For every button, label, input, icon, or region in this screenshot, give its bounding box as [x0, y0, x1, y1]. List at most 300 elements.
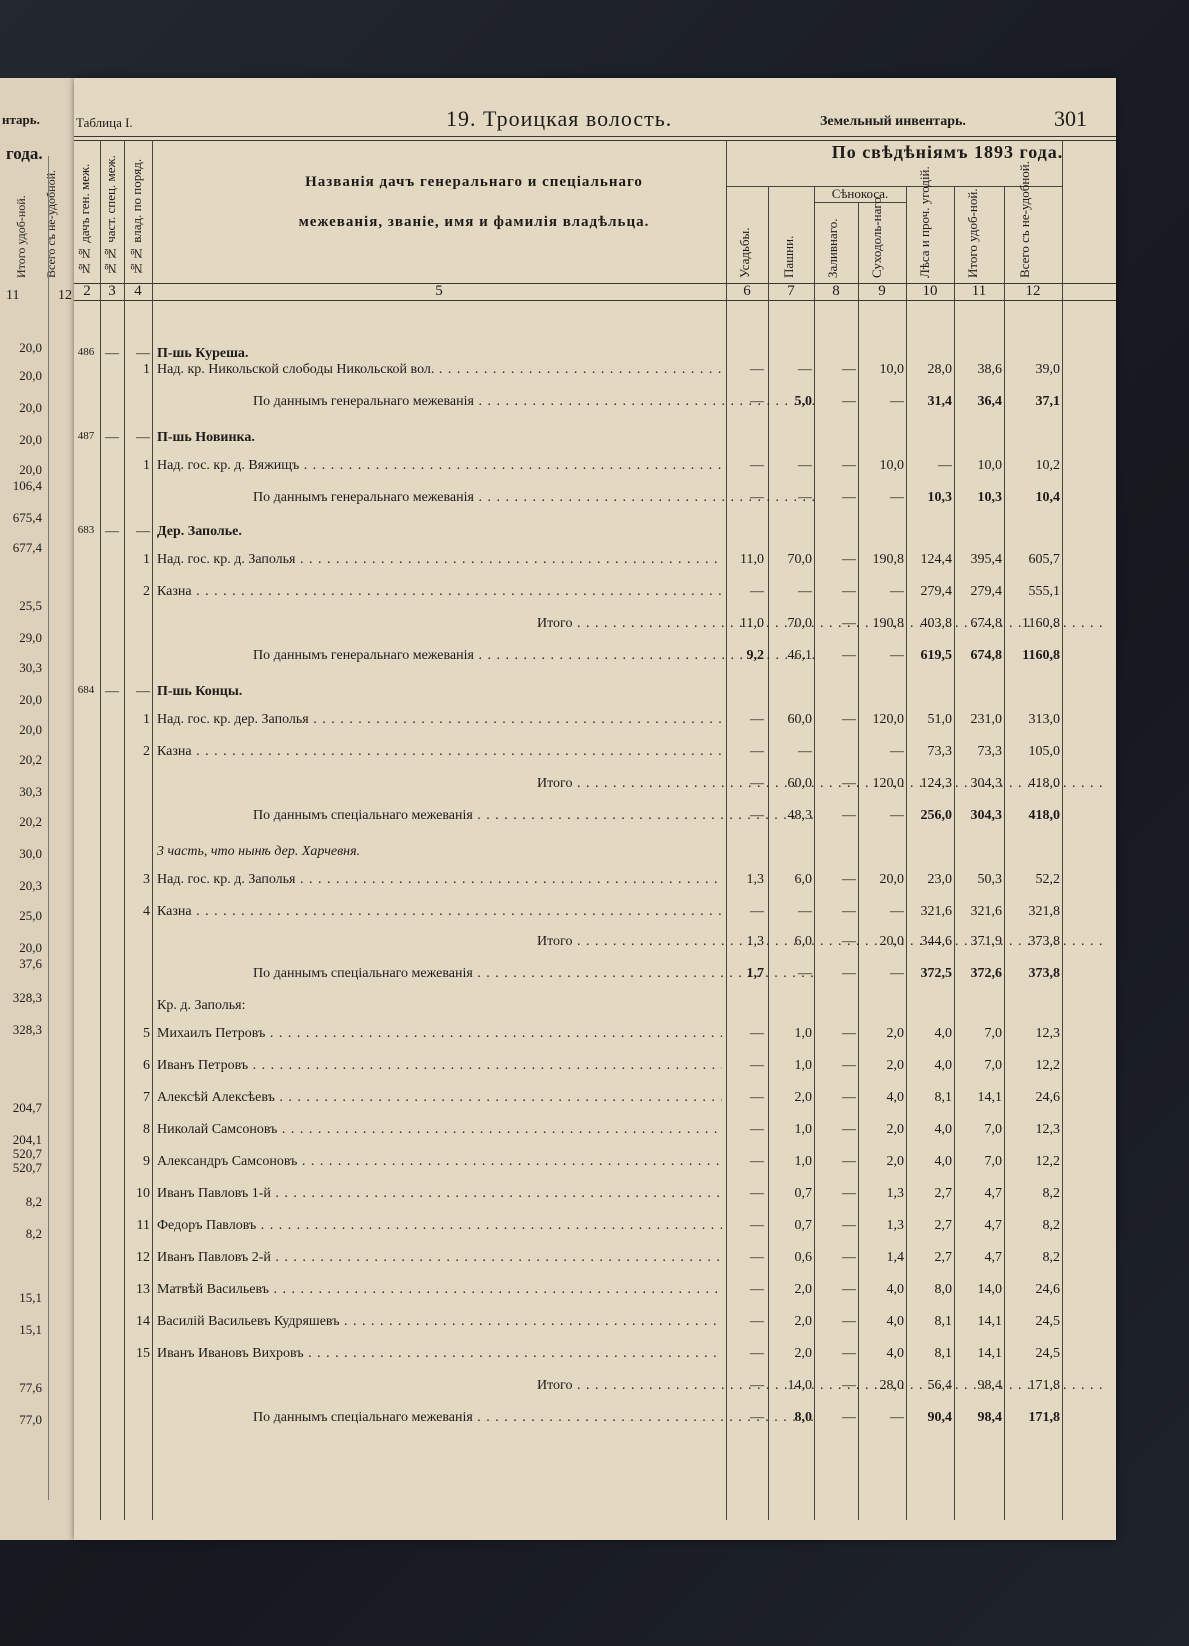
value-cell-col9: — — [890, 394, 904, 409]
c3-cell: — — [105, 346, 119, 361]
row-label-text: Александръ Самсоновъ . . . — [157, 1154, 722, 1169]
c4-cell: 1 — [143, 458, 150, 473]
value-cell-col6: — — [750, 904, 764, 919]
table-row — [74, 552, 1116, 574]
value-cell-col8: — — [842, 904, 856, 919]
value-cell-col11: 50,3 — [977, 872, 1002, 887]
row-label-text: 3 часть, что нынѣ дер. Харчевня. — [157, 844, 361, 859]
value-cell-col8: — — [842, 712, 856, 727]
row-label-text: Итого . . . — [537, 616, 1102, 631]
row-label-text: По даннымъ спеціальнаго межеванія . . . — [253, 1410, 818, 1425]
value-cell-col8: — — [842, 648, 856, 663]
page — [74, 78, 1116, 1540]
value-cell-col12: 24,5 — [1035, 1314, 1060, 1329]
row-label — [157, 346, 722, 362]
c3-cell: — — [105, 524, 119, 539]
row-label-text: Итого . . . — [537, 776, 1102, 791]
value-cell-col6: — — [750, 458, 764, 473]
value-cell-col12: 373,8 — [1028, 934, 1060, 949]
value-cell-col8: — — [842, 552, 856, 567]
col9-header: Суходоль-наго. — [869, 193, 884, 278]
value-cell-col11: 304,3 — [970, 776, 1002, 791]
value-cell-col10: 2,7 — [934, 1218, 952, 1233]
value-cell-col7: 60,0 — [787, 776, 812, 791]
row-label — [157, 584, 722, 600]
table-row — [74, 430, 1116, 452]
row-label-text: Казна . . . — [157, 904, 722, 919]
previous-page-value: 20,2 — [19, 752, 42, 767]
row-label-text: Иванъ Павловъ 1-й . . . — [157, 1186, 722, 1201]
value-cell-col11: 279,4 — [970, 584, 1002, 599]
value-cell-col12: 418,0 — [1028, 776, 1060, 791]
value-cell-col9: 190,8 — [872, 616, 904, 631]
value-cell-col8: — — [842, 934, 856, 949]
value-cell-col8: — — [842, 394, 856, 409]
table-row — [74, 934, 1116, 956]
row-label — [157, 1026, 722, 1042]
value-cell-col12: 1160,8 — [1022, 648, 1060, 663]
c4-cell: 11 — [136, 1218, 150, 1233]
value-cell-col8: — — [842, 616, 856, 631]
value-cell-col10: 619,5 — [920, 648, 952, 663]
c3-cell: — — [105, 684, 119, 699]
value-cell-col11: 38,6 — [977, 362, 1002, 377]
value-cell-col9: 28,0 — [879, 1378, 904, 1393]
row-label — [157, 844, 722, 860]
value-cell-col9: 4,0 — [886, 1346, 904, 1361]
c4-cell: — — [136, 524, 150, 539]
col-number: 12 — [1025, 283, 1041, 299]
previous-page-value: 29,0 — [19, 630, 42, 645]
table-row — [74, 1026, 1116, 1048]
value-cell-col6: — — [750, 1218, 764, 1233]
value-cell-col8: — — [842, 1186, 856, 1201]
row-label — [157, 1058, 722, 1074]
value-cell-col7: 1,0 — [794, 1058, 812, 1073]
value-cell-col8: — — [842, 1314, 856, 1329]
value-cell-col7: 2,0 — [794, 1346, 812, 1361]
row-label — [157, 1410, 818, 1426]
value-cell-col7: — — [798, 904, 812, 919]
c4-cell: 10 — [136, 1186, 150, 1201]
value-cell-col11: 98,4 — [977, 1410, 1002, 1425]
value-cell-col10: 56,4 — [927, 1378, 952, 1393]
table-row — [74, 1250, 1116, 1272]
value-cell-col9: — — [890, 966, 904, 981]
row-label-text: Итого . . . — [537, 934, 1102, 949]
value-cell-col9: 10,0 — [879, 458, 904, 473]
value-cell-col9: — — [890, 648, 904, 663]
value-cell-col12: 313,0 — [1028, 712, 1060, 727]
table-row — [74, 490, 1116, 512]
value-cell-col9: 2,0 — [886, 1058, 904, 1073]
col12-header: Всего съ не-удобной. — [1017, 161, 1032, 278]
value-cell-col10: 124,4 — [920, 552, 952, 567]
value-cell-col7: 14,0 — [787, 1378, 812, 1393]
value-cell-col11: 14,0 — [977, 1282, 1002, 1297]
previous-page-header: нтарь. — [2, 112, 40, 127]
col3-header: №№ част. спец. меж. — [103, 155, 118, 276]
value-cell-col8: — — [842, 490, 856, 505]
row-label-text: Над. кр. Никольской слободы Никольской вол. . . . — [157, 362, 722, 377]
value-cell-col7: 2,0 — [794, 1314, 812, 1329]
value-cell-col12: 321,8 — [1028, 904, 1060, 919]
table-row — [74, 1314, 1116, 1336]
row-label-text: Михаилъ Петровъ . . . — [157, 1026, 722, 1041]
previous-page-value: 20,0 — [19, 432, 42, 447]
col-number: 10 — [922, 283, 938, 299]
previous-page-value: 30,3 — [19, 784, 42, 799]
previous-col-header-12: Всего съ не-удобной. — [44, 170, 58, 278]
value-cell-col7: 70,0 — [787, 616, 812, 631]
previous-page-value: 25,5 — [19, 598, 42, 613]
c4-cell: — — [136, 430, 150, 445]
row-label-text: По даннымъ генеральнаго межеванія . . . — [253, 394, 818, 409]
value-cell-col9: — — [890, 808, 904, 823]
value-cell-col11: 321,6 — [970, 904, 1002, 919]
value-cell-col10: 4,0 — [934, 1026, 952, 1041]
c4-cell: 13 — [136, 1282, 150, 1297]
row-label-text: Матвѣй Васильевъ . . . — [157, 1282, 722, 1297]
table-row — [74, 808, 1116, 830]
previous-page-value: 328,3 — [12, 1022, 42, 1037]
table-row — [74, 524, 1116, 546]
table-row — [74, 904, 1116, 926]
value-cell-col12: 8,2 — [1042, 1186, 1060, 1201]
row-label-text: Над. гос. кр. д. Вяжищъ . . . — [157, 458, 722, 473]
value-cell-col9: 1,4 — [886, 1250, 904, 1265]
value-cell-col7: 1,0 — [794, 1026, 812, 1041]
value-cell-col8: — — [842, 776, 856, 791]
previous-page-value: 20,0 — [19, 722, 42, 737]
value-cell-col10: 31,4 — [927, 394, 952, 409]
value-cell-col9: 2,0 — [886, 1026, 904, 1041]
previous-page-value: 25,0 — [19, 908, 42, 923]
value-cell-col7: 0,7 — [794, 1218, 812, 1233]
previous-page-value: 20,0 — [19, 340, 42, 355]
c4-cell: — — [136, 346, 150, 361]
value-cell-col11: 395,4 — [970, 552, 1002, 567]
value-cell-col10: 124,3 — [920, 776, 952, 791]
row-label-text: Николай Самсоновъ . . . — [157, 1122, 722, 1137]
value-cell-col11: 7,0 — [984, 1154, 1002, 1169]
value-cell-col7: 2,0 — [794, 1282, 812, 1297]
table-row — [74, 458, 1116, 480]
table-row — [74, 1218, 1116, 1240]
top-rule — [74, 136, 1116, 137]
value-cell-col10: 8,1 — [934, 1090, 952, 1105]
value-cell-col10: 321,6 — [920, 904, 952, 919]
col-number: 3 — [108, 283, 116, 299]
previous-page-value: 675,4 — [12, 510, 42, 525]
row-label-text: Над. гос. кр. дер. Заполья . . . — [157, 712, 722, 727]
value-cell-col9: 4,0 — [886, 1314, 904, 1329]
previous-page-value: 20,0 — [19, 940, 42, 955]
value-cell-col6: — — [750, 1186, 764, 1201]
table-row — [74, 362, 1116, 384]
table-row — [74, 1378, 1116, 1400]
row-label — [157, 904, 722, 920]
row-label-text: По даннымъ генеральнаго межеванія . . . — [253, 648, 818, 663]
table-row — [74, 966, 1116, 988]
value-cell-col9: 4,0 — [886, 1282, 904, 1297]
value-cell-col12: 39,0 — [1035, 362, 1060, 377]
value-cell-col6: — — [750, 394, 764, 409]
col-number: 5 — [435, 283, 443, 299]
value-cell-col11: 4,7 — [984, 1218, 1002, 1233]
value-cell-col9: 1,3 — [886, 1218, 904, 1233]
table-title-line2: межеванія, званіе, имя и фамилія владѣльца. — [298, 214, 650, 230]
value-cell-col8: — — [842, 1026, 856, 1041]
value-cell-col6: — — [750, 808, 764, 823]
table-title-line1: Названія дачъ генеральнаго и спеціальнаго — [305, 174, 643, 190]
value-cell-col12: 605,7 — [1028, 552, 1060, 567]
c4-cell: 15 — [136, 1346, 150, 1361]
c4-cell: 8 — [143, 1122, 150, 1137]
value-cell-col11: 36,4 — [977, 394, 1002, 409]
value-cell-col8: — — [842, 1058, 856, 1073]
value-cell-col12: 52,2 — [1035, 872, 1060, 887]
value-cell-col11: 674,8 — [970, 616, 1002, 631]
previous-page-value: 15,1 — [19, 1322, 42, 1337]
value-cell-col7: — — [798, 362, 812, 377]
value-cell-col10: 4,0 — [934, 1122, 952, 1137]
c2-cell: 684 — [77, 684, 95, 696]
value-cell-col9: — — [890, 490, 904, 505]
value-cell-col8: — — [842, 458, 856, 473]
value-cell-col10: 4,0 — [934, 1058, 952, 1073]
value-cell-col6: — — [750, 712, 764, 727]
value-cell-col6: — — [750, 1378, 764, 1393]
row-label-text: Иванъ Петровъ . . . — [157, 1058, 722, 1073]
value-cell-col12: 12,2 — [1035, 1058, 1060, 1073]
previous-col-number: 12 — [58, 288, 72, 303]
subgroup-rule — [814, 202, 906, 203]
hay-group-header: Сѣнокоса. — [831, 186, 889, 201]
group-header-1893: По свѣдѣніямъ 1893 года. — [831, 142, 1064, 162]
value-cell-col9: 1,3 — [886, 1186, 904, 1201]
row-label — [157, 966, 818, 982]
value-cell-col11: 7,0 — [984, 1058, 1002, 1073]
c4-cell: 12 — [136, 1250, 150, 1265]
table-row — [74, 1058, 1116, 1080]
table-row — [74, 844, 1116, 866]
value-cell-col6: — — [750, 744, 764, 759]
value-cell-col12: 8,2 — [1042, 1218, 1060, 1233]
row-label — [157, 998, 722, 1014]
row-label-text: Федоръ Павловъ . . . — [157, 1218, 722, 1233]
value-cell-col6: — — [750, 1154, 764, 1169]
value-cell-col6: 11,0 — [740, 616, 764, 631]
col-number: 11 — [971, 283, 987, 299]
previous-page-value: 8,2 — [25, 1194, 42, 1209]
value-cell-col9: 190,8 — [872, 552, 904, 567]
value-cell-col7: 0,7 — [794, 1186, 812, 1201]
value-cell-col7: 48,3 — [787, 808, 812, 823]
table-row — [74, 998, 1116, 1020]
value-cell-col6: — — [750, 1314, 764, 1329]
row-label-text: П-шь Концы. — [157, 684, 243, 699]
c2-cell: 486 — [77, 346, 95, 358]
value-cell-col6: — — [750, 584, 764, 599]
value-cell-col10: 8,1 — [934, 1346, 952, 1361]
value-cell-col12: 12,2 — [1035, 1154, 1060, 1169]
c4-cell: 6 — [143, 1058, 150, 1073]
value-cell-col6: — — [750, 362, 764, 377]
value-cell-col12: 37,1 — [1035, 394, 1060, 409]
previous-page-value: 20,0 — [19, 368, 42, 383]
value-cell-col7: 2,0 — [794, 1090, 812, 1105]
row-label — [157, 430, 722, 446]
value-cell-col6: 11,0 — [740, 552, 764, 567]
value-cell-col10: 51,0 — [927, 712, 952, 727]
value-cell-col8: — — [842, 362, 856, 377]
col-number: 2 — [83, 283, 91, 299]
previous-page-value: 20,2 — [19, 814, 42, 829]
value-cell-col11: 674,8 — [970, 648, 1002, 663]
previous-col-header-11: Итого удоб-ной. — [14, 195, 28, 278]
value-cell-col11: 4,7 — [984, 1250, 1002, 1265]
previous-page-value: 77,0 — [19, 1412, 42, 1427]
value-cell-col11: 371,9 — [970, 934, 1002, 949]
row-label-text: Итого . . . — [537, 1378, 1102, 1393]
value-cell-col10: 256,0 — [920, 808, 952, 823]
c2-cell: 487 — [77, 430, 95, 442]
value-cell-col11: 14,1 — [977, 1346, 1002, 1361]
previous-col-number: 11 — [6, 288, 20, 303]
c4-cell: 2 — [143, 584, 150, 599]
row-label — [157, 552, 722, 568]
col2-header: №№ дачъ ген. меж. — [77, 163, 92, 276]
previous-page-value: 30,3 — [19, 660, 42, 675]
value-cell-col10: 344,6 — [920, 934, 952, 949]
value-cell-col7: 46,1 — [787, 648, 812, 663]
row-label-text: Над. гос. кр. д. Заполья . . . — [157, 872, 722, 887]
previous-page-value: 20,0 — [19, 400, 42, 415]
previous-page-value: 520,7 — [12, 1160, 42, 1175]
value-cell-col6: 9,2 — [746, 648, 764, 663]
value-cell-col12: 24,5 — [1035, 1346, 1060, 1361]
value-cell-col7: — — [798, 584, 812, 599]
c4-cell: 1 — [143, 362, 150, 377]
value-cell-col12: 10,4 — [1035, 490, 1060, 505]
col-number: 6 — [743, 283, 751, 299]
value-cell-col8: — — [842, 966, 856, 981]
top-rule — [74, 140, 1116, 141]
c4-cell: 1 — [143, 712, 150, 727]
value-cell-col9: 2,0 — [886, 1122, 904, 1137]
c3-cell: — — [105, 430, 119, 445]
value-cell-col11: 372,6 — [970, 966, 1002, 981]
table-row — [74, 1090, 1116, 1112]
c4-cell: 1 — [143, 552, 150, 567]
previous-page-value: 677,4 — [12, 540, 42, 555]
row-label — [157, 1346, 722, 1362]
row-label-text: П-шь Куреша. — [157, 346, 249, 361]
row-label-text: П-шь Новинка. — [157, 430, 255, 445]
col-number: 9 — [878, 283, 886, 299]
value-cell-col6: — — [750, 1250, 764, 1265]
value-cell-col10: 8,0 — [934, 1282, 952, 1297]
value-cell-col6: — — [750, 1122, 764, 1137]
previous-page-value: 20,3 — [19, 878, 42, 893]
row-label — [157, 458, 722, 474]
previous-page-value: 30,0 — [19, 846, 42, 861]
value-cell-col12: 105,0 — [1028, 744, 1060, 759]
table-label: Таблица I. — [76, 115, 133, 130]
value-cell-col11: 4,7 — [984, 1186, 1002, 1201]
value-cell-col9: 120,0 — [872, 776, 904, 791]
row-label-text: Иванъ Павловъ 2-й . . . — [157, 1250, 722, 1265]
previous-page-fragment — [0, 78, 82, 1540]
value-cell-col12: 171,8 — [1028, 1410, 1060, 1425]
value-cell-col9: — — [890, 584, 904, 599]
value-cell-col7: — — [798, 966, 812, 981]
c4-cell: 14 — [136, 1314, 150, 1329]
previous-page-value: 37,6 — [19, 956, 42, 971]
value-cell-col10: 279,4 — [920, 584, 952, 599]
row-label — [157, 1282, 722, 1298]
c4-cell: 3 — [143, 872, 150, 887]
value-cell-col9: — — [890, 904, 904, 919]
value-cell-col6: 1,3 — [746, 872, 764, 887]
value-cell-col8: — — [842, 1218, 856, 1233]
previous-page-value: 204,1 — [12, 1132, 42, 1147]
previous-page-value: 15,1 — [19, 1290, 42, 1305]
value-cell-col12: 12,3 — [1035, 1026, 1060, 1041]
value-cell-col10: 2,7 — [934, 1186, 952, 1201]
value-cell-col10: 90,4 — [927, 1410, 952, 1425]
value-cell-col11: 14,1 — [977, 1314, 1002, 1329]
value-cell-col8: — — [842, 872, 856, 887]
value-cell-col10: 4,0 — [934, 1154, 952, 1169]
value-cell-col8: — — [842, 1282, 856, 1297]
c4-cell: — — [136, 684, 150, 699]
value-cell-col7: 1,0 — [794, 1122, 812, 1137]
col10-header: Лѣса и проч. угодій. — [917, 166, 932, 278]
value-cell-col6: — — [750, 1058, 764, 1073]
table-row — [74, 1282, 1116, 1304]
row-label-text: Василій Васильевъ Кудряшевъ . . . — [157, 1314, 722, 1329]
row-label — [157, 808, 818, 824]
table-row — [74, 744, 1116, 766]
previous-page-value: 106,4 — [12, 478, 42, 493]
c2-cell: 683 — [77, 524, 95, 536]
value-cell-col11: 231,0 — [970, 712, 1002, 727]
value-cell-col6: 1,3 — [746, 934, 764, 949]
value-cell-col8: — — [842, 1410, 856, 1425]
col7-header: Пашни. — [781, 235, 796, 278]
row-label — [157, 524, 722, 540]
value-cell-col10: 372,5 — [920, 966, 952, 981]
value-cell-col9: — — [890, 1410, 904, 1425]
colnum-rule — [74, 300, 1116, 301]
row-label-text: Над. гос. кр. д. Заполья . . . — [157, 552, 722, 567]
table-row — [74, 616, 1116, 638]
value-cell-col11: 14,1 — [977, 1090, 1002, 1105]
row-label — [157, 648, 818, 664]
value-cell-col6: — — [750, 490, 764, 505]
value-cell-col7: 6,0 — [794, 934, 812, 949]
row-label-text: Дер. Заполье. — [157, 524, 242, 539]
value-cell-col10: 8,1 — [934, 1314, 952, 1329]
value-cell-col11: 10,0 — [977, 458, 1002, 473]
value-cell-col6: — — [750, 1090, 764, 1105]
value-cell-col9: — — [890, 744, 904, 759]
row-label — [157, 872, 722, 888]
table-row — [74, 584, 1116, 606]
row-label — [157, 490, 818, 506]
